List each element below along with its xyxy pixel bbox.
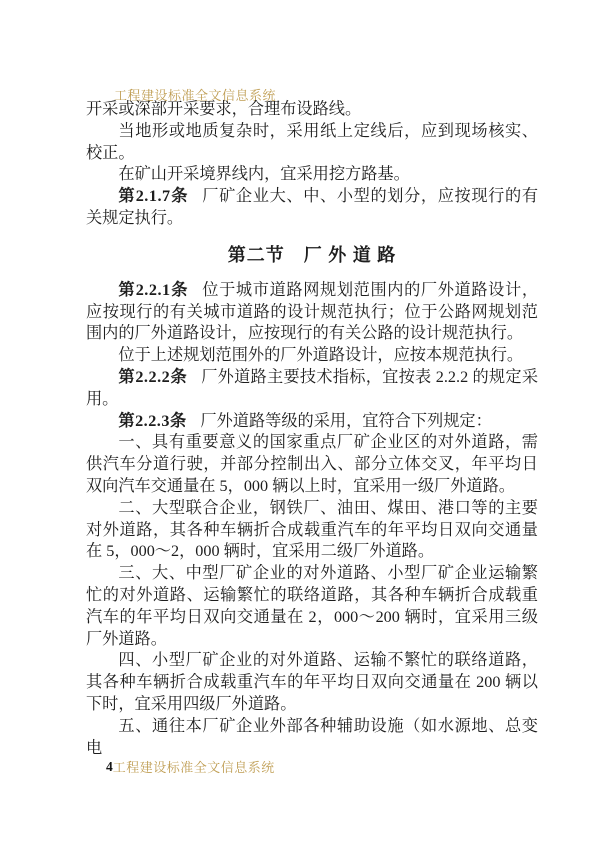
page-body — [86, 99, 538, 759]
section-heading: 第二节 厂 外 道 路 — [227, 244, 397, 265]
list-item-paragraph: 五、通往本厂矿企业外部各种辅助设施（如水源地、总变电 — [86, 716, 538, 757]
page-number: 4 — [106, 759, 113, 774]
header-watermark: 工程建设标准全文信息系统 — [114, 88, 277, 103]
article-paragraph — [86, 280, 538, 345]
article-number: 第2.2.3条 — [118, 411, 187, 430]
article-number: 第2.2.2条 — [118, 367, 188, 386]
paragraph-text: 厂外道路主要技术指标，宜按表 2.2.2 的规定采用。 — [86, 367, 539, 408]
list-item-paragraph: 二、大型联合企业，钢铁厂、油田、煤田、港口等的主要对外道路，其各种车辆折合成载重汽车的年平均日双向交通量在 5，000～2，000 辆时，宜采用二级厂外道路。 — [86, 498, 538, 561]
body-paragraph: 在矿山开采境界线内，宜采用挖方路基。 — [118, 165, 410, 184]
article-paragraph — [86, 367, 538, 411]
page-footer — [106, 756, 275, 776]
article-paragraph — [86, 411, 538, 433]
paragraph-text: 厂外道路等级的采用，宜符合下列规定： — [200, 411, 492, 430]
paragraph-text: 位于城市道路网规划范围内的厂外道路设计，应按现行的有关城市道路的设计规范执行；位于公路网规划范围内的厂外道路设计，应按现行的有关公路的设计规范执行。 — [86, 280, 539, 343]
list-item-paragraph: 四、小型厂矿企业的对外道路、运输不繁忙的联络道路，其各种车辆折合成载重汽车的年平均日双向交通量在 200 辆以下时，宜采用四级厂外道路。 — [86, 651, 538, 713]
article-paragraph — [86, 186, 538, 230]
body-paragraph: 当地形或地质复杂时，采用纸上定线后，应到现场核实、校正。 — [86, 121, 538, 162]
list-item-paragraph: 一、具有重要意义的国家重点厂矿企业区的对外道路，需供汽车分道行驶，并部分控制出入、部分立体交叉，年平均日双向汽车交通量在 5，000 辆以上时，宜采用一级厂外道路。 — [86, 433, 538, 495]
article-number: 第2.2.1条 — [118, 280, 189, 299]
body-paragraph: 位于上述规划范围外的厂外道路设计，应按本规范执行。 — [118, 346, 524, 365]
body-paragraph: 开采或深部开采要求，合理布设路线。 — [86, 100, 362, 118]
list-item-paragraph: 三、大、中型厂矿企业的对外道路、小型厂矿企业运输繁忙的对外道路、运输繁忙的联络道路，其各种车辆折合成载重汽车的年平均日双向交通量在 2，000～200 辆时，宜采用三级厂外道路。 — [86, 564, 538, 648]
article-number: 第2.1.7条 — [118, 187, 189, 206]
paragraph-text: 厂矿企业大、中、小型的划分，应按现行的有关规定执行。 — [86, 187, 539, 227]
footer-watermark: 工程建设标准全文信息系统 — [112, 760, 275, 775]
